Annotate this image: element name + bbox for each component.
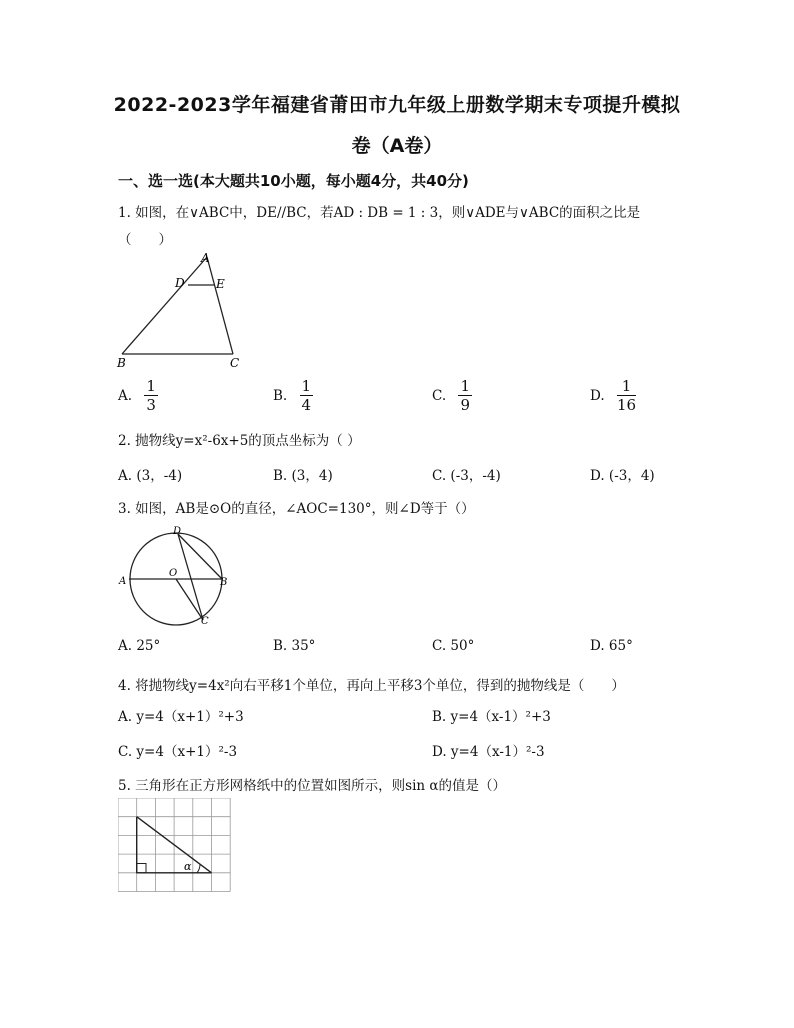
q2-option-a[interactable]: A. (3，-4)	[118, 468, 183, 484]
q1-option-b[interactable]: B. $\frac{1}{4}$	[273, 377, 312, 414]
vertex-label-e: E	[216, 277, 225, 291]
vertex-label-b: B	[117, 356, 126, 370]
q1-option-c[interactable]: C. $\frac{1}{9}$	[432, 377, 470, 414]
alpha-label: α	[184, 860, 192, 873]
q3-option-d[interactable]: D. 65°	[590, 638, 633, 654]
q3-option-a[interactable]: A. 25°	[118, 638, 161, 654]
fraction: $\frac{1}{4}$	[301, 377, 312, 414]
q2-option-d[interactable]: D. (-3，4)	[590, 468, 655, 484]
question-5-stem: 5. 三角形在正方形网格纸中的位置如图所示，则sin α的值是（）	[118, 778, 507, 794]
point-label-b: B	[220, 577, 228, 588]
point-label-a: A	[119, 576, 127, 587]
point-label-d: D	[173, 526, 182, 537]
q3-option-c[interactable]: C. 50°	[432, 638, 475, 654]
section-heading: 一、选一选(本大题共10小题，每小题4分，共40分)	[118, 172, 469, 190]
vertex-label-c: C	[230, 356, 240, 370]
vertex-label-d: D	[175, 276, 185, 290]
point-label-c: C	[201, 616, 209, 627]
question-4-stem: 4. 将抛物线y=4x²向右平移1个单位，再向上平移3个单位，得到的抛物线是（ ）	[118, 678, 625, 694]
circle-figure	[115, 524, 235, 629]
point-label-o: O	[169, 568, 178, 579]
q2-option-c[interactable]: C. (-3，-4)	[432, 468, 501, 484]
fraction: $\frac{1}{3}$	[146, 377, 156, 414]
question-3-stem: 3. 如图，AB是⊙O的直径，∠AOC=130°，则∠D等于（）	[118, 501, 475, 517]
q1-option-d[interactable]: D. $\frac{1}{16}$	[590, 377, 637, 414]
exam-title-line2: 卷（A卷）	[351, 135, 443, 157]
q2-option-b[interactable]: B. (3，4)	[273, 468, 333, 484]
exam-title-line1: 2022-2023学年福建省莆田市九年级上册数学期末专项提升模拟	[113, 94, 681, 116]
triangle-figure	[112, 250, 252, 370]
vertex-label-a: A	[201, 251, 210, 265]
q4-option-a[interactable]: A. y=4（x+1）²+3	[118, 709, 244, 725]
q3-option-b[interactable]: B. 35°	[273, 638, 316, 654]
fraction: $\frac{1}{16}$	[616, 377, 637, 414]
grid-triangle-figure	[118, 798, 234, 892]
q4-option-b[interactable]: B. y=4（x-1）²+3	[432, 709, 551, 725]
q4-option-c[interactable]: C. y=4（x+1）²-3	[118, 744, 238, 760]
q4-option-d[interactable]: D. y=4（x-1）²-3	[432, 744, 545, 760]
question-2-stem: 2. 抛物线y=x²-6x+5的顶点坐标为（ ）	[118, 433, 361, 449]
fraction: $\frac{1}{9}$	[460, 377, 470, 414]
q1-option-a[interactable]: A. $\frac{1}{3}$	[118, 377, 156, 414]
question-1-blank: （ ）	[118, 232, 172, 248]
question-1-stem: 1. 如图，在∨ABC中，DE//BC，若AD : DB = 1 : 3，则∨ADE与∨ABC的面积之比是	[118, 205, 641, 221]
